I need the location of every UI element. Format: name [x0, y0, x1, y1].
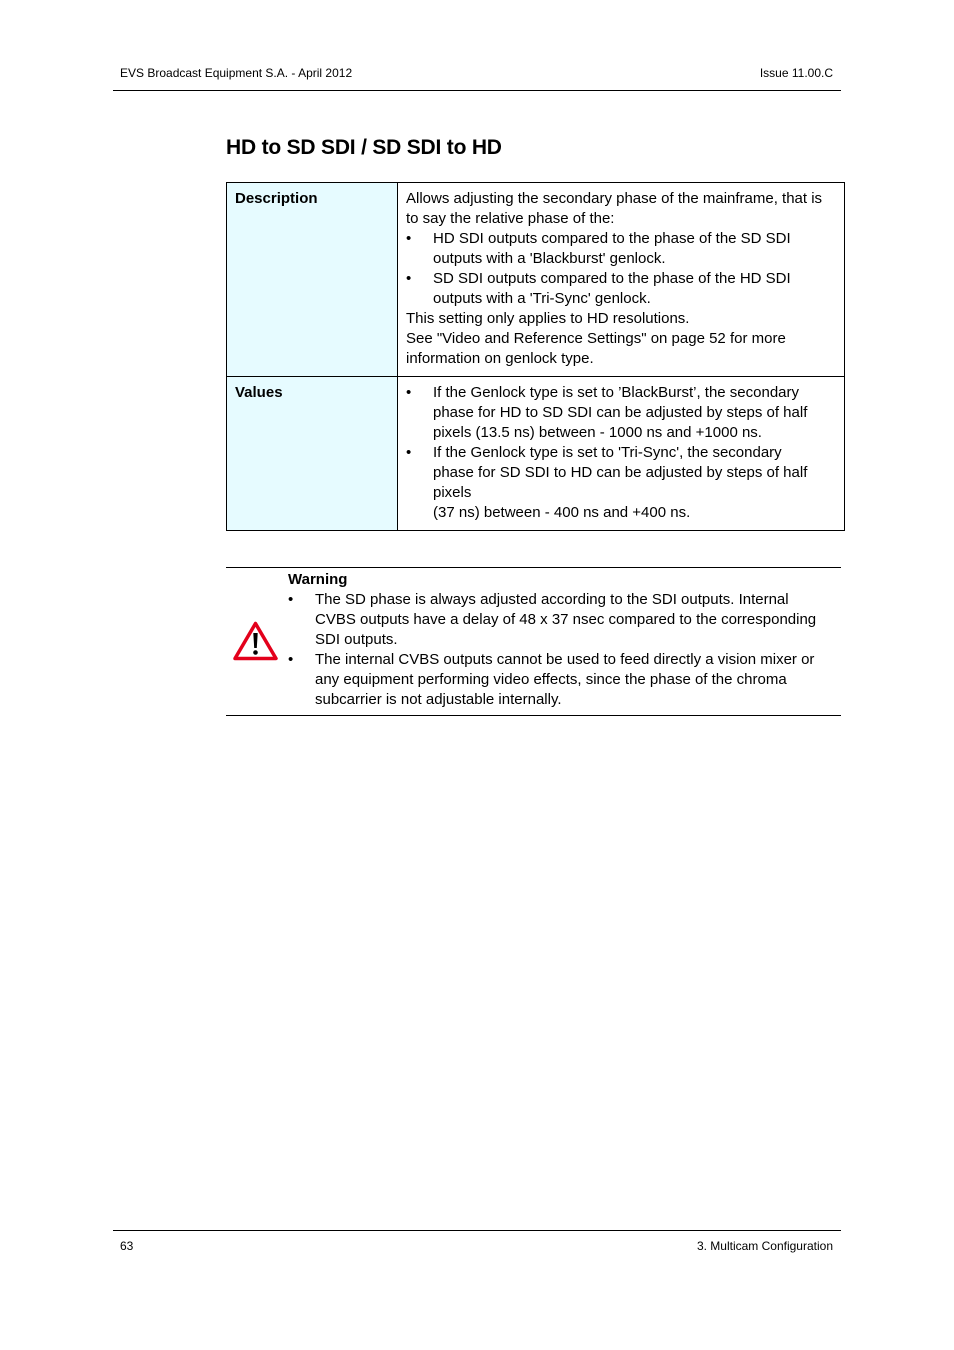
warning-bullet-list	[288, 590, 838, 710]
list-item	[406, 269, 836, 309]
text-line: The SD phase is always adjusted according to the SDI outputs. Internal	[315, 591, 789, 608]
text-line: to say the relative phase of the:	[406, 210, 615, 227]
list-item	[406, 229, 836, 269]
page-number: 63	[120, 1239, 134, 1253]
text-line: outputs with a 'Blackburst' genlock.	[433, 250, 666, 267]
section-title: HD to SD SDI / SD SDI to HD	[226, 136, 502, 159]
warning-box	[226, 567, 841, 716]
header-issue: Issue 11.00.C	[759, 66, 833, 80]
description-content	[398, 183, 845, 377]
text-line: If the Genlock type is set to ’BlackBurst’, the secondary	[433, 384, 800, 401]
page-header	[113, 62, 841, 91]
page-footer	[113, 1230, 841, 1253]
list-item	[406, 443, 836, 523]
text-line: This setting only applies to HD resolutions.	[406, 310, 690, 327]
text-line: phase for HD to SD SDI can be adjusted by steps of half	[433, 404, 808, 421]
parameter-table	[226, 182, 845, 531]
footer-section: 3. Multicam Configuration	[696, 1239, 833, 1253]
text-line: (37 ns) between - 400 ns and +400 ns.	[433, 504, 691, 521]
description-label: Description	[227, 183, 398, 377]
values-bullet-list	[406, 383, 836, 523]
warning-triangle-icon	[233, 621, 278, 661]
table-row-values	[227, 377, 845, 531]
list-item	[406, 383, 836, 443]
bullet-icon: •	[288, 651, 294, 668]
text-line: information on genlock type.	[406, 350, 594, 367]
warning-body	[288, 570, 838, 710]
values-label: Values	[227, 377, 398, 531]
text-line: phase for SD SDI to HD can be adjusted by steps of half	[433, 464, 808, 481]
text-line: See "Video and Reference Settings" on page 52 for more	[406, 330, 786, 347]
table-row-description	[227, 183, 845, 377]
bullet-icon: •	[406, 230, 412, 247]
text-line: outputs with a 'Tri-Sync' genlock.	[433, 290, 651, 307]
list-item	[288, 650, 838, 710]
header-company-date: EVS Broadcast Equipment S.A. - April 2012	[120, 66, 353, 80]
text-line: subcarrier is not adjustable internally.	[315, 691, 562, 708]
text-line: HD SDI outputs compared to the phase of the SD SDI	[433, 230, 791, 247]
values-content	[398, 377, 845, 531]
text-line: The internal CVBS outputs cannot be used to feed directly a vision mixer or	[315, 651, 815, 668]
text-line: pixels	[433, 484, 472, 501]
text-line: Allows adjusting the secondary phase of the mainframe, that is	[406, 190, 823, 207]
bullet-icon: •	[406, 270, 412, 287]
warning-title: Warning	[288, 571, 348, 588]
text-line: any equipment performing video effects, since the phase of the chroma	[315, 671, 787, 688]
bullet-icon: •	[406, 444, 412, 461]
description-bullet-list	[406, 229, 836, 309]
text-line: CVBS outputs have a delay of 48 x 37 nsec compared to the corresponding	[315, 611, 817, 628]
bullet-icon: •	[406, 384, 412, 401]
text-line: SDI outputs.	[315, 631, 398, 648]
text-line: SD SDI outputs compared to the phase of the HD SDI	[433, 270, 791, 287]
list-item	[288, 590, 838, 650]
text-line: If the Genlock type is set to 'Tri-Sync', the secondary	[433, 444, 782, 461]
bullet-icon: •	[288, 591, 294, 608]
text-line: pixels (13.5 ns) between - 1000 ns and +1000 ns.	[433, 424, 762, 441]
